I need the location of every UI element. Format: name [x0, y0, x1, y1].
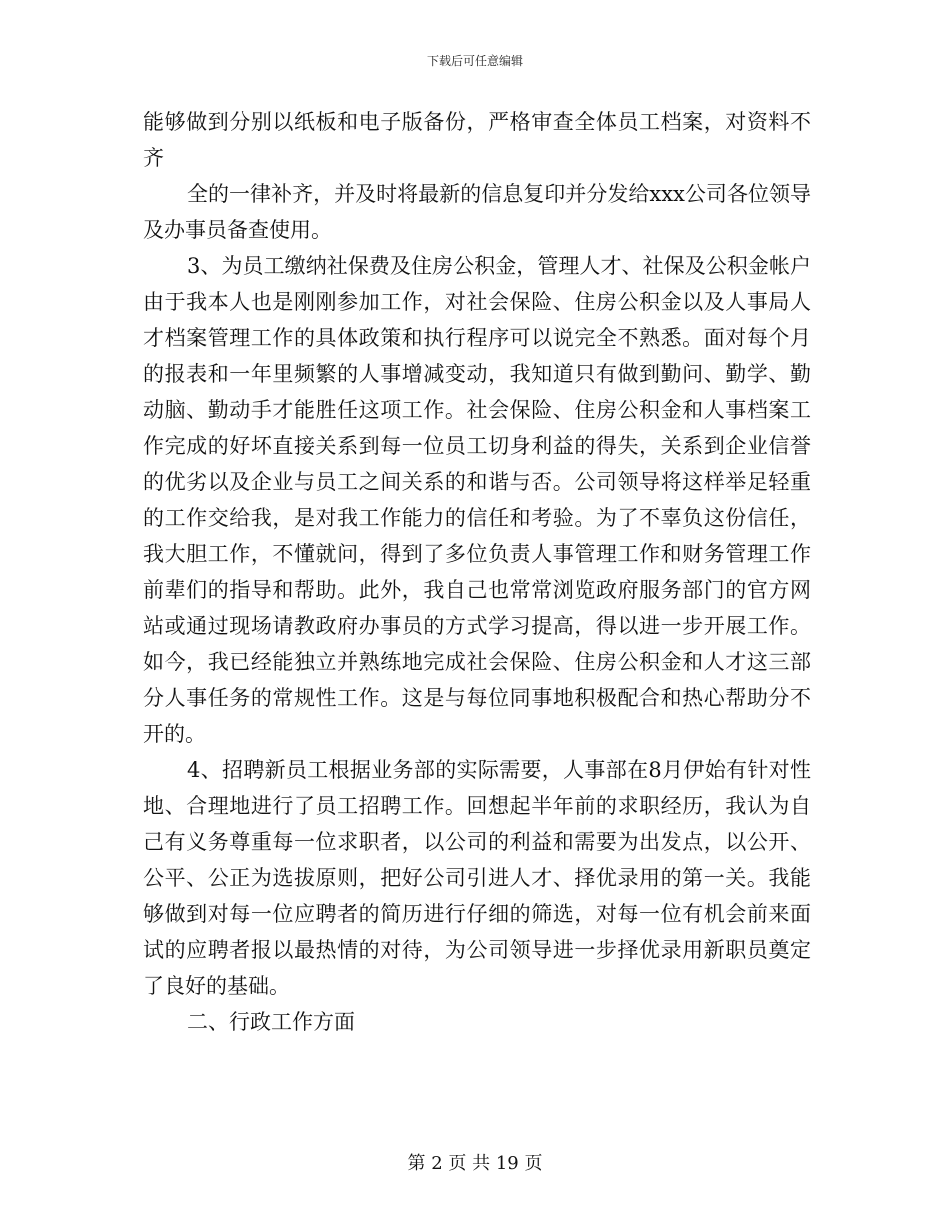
page-header-note: 下载后可任意编辑: [426, 54, 523, 68]
document-body: [143, 104, 811, 1040]
paragraph-archive-copy: 全的一律补齐，并及时将最新的信息复印并分发给xxx公司各位领导及办事员备查使用。: [143, 182, 811, 242]
paragraph-item-4-recruitment: 4、招聘新员工根据业务部的实际需要，人事部在8月伊始有针对性地、合理地进行了员工招聘工作。回想起半年前的求职经历，我认为自己有义务尊重每一位求职者，以公司的利益和需要为出发点，以公开、公平、公正为选拔原则，把好公司引进人才、择优录用的第一关。我能够做到对每一位应聘者的简历进行仔细的筛选，对每一位有机会前来面试的应聘者报以最热情的对待，为公司领导进一步择优录用新职员奠定了良好的基础。: [143, 758, 811, 998]
paragraph-continuation: 能够做到分别以纸板和电子版备份，严格审查全体员工档案，对资料不齐: [143, 110, 811, 170]
paragraph-item-3-social-insurance: 3、为员工缴纳社保费及住房公积金，管理人才、社保及公积金帐户 由于我本人也是刚刚参加工作，对社会保险、住房公积金以及人事局人才档案管理工作的具体政策和执行程序可以说完全不熟悉。面对每个月的报表和一年里频繁的人事增减变动，我知道只有做到勤问、勤学、勤动脑、勤动手才能胜任这项工作。社会保险、住房公积金和人事档案工作完成的好坏直接关系到每一位员工切身利益的得失，关系到企业信誉的优劣以及企业与员工之间关系的和谐与否。公司领导将这样举足轻重的工作交给我，是对我工作能力的信任和考验。为了不辜负这份信任，我大胆工作，不懂就问，得到了多位负责人事管理工作和财务管理工作前辈们的指导和帮助。此外，我自己也常常浏览政府服务部门的官方网站或通过现场请教政府办事员的方式学习提高，得以进一步开展工作。如今，我已经能独立并熟练地完成社会保险、住房公积金和人才这三部分人事任务的常规性工作。这是与每位同事地积极配合和热心帮助分不开的。: [143, 254, 811, 746]
section-heading-admin-work: 二、行政工作方面: [187, 1010, 355, 1034]
page-number-footer: 第 2 页 共 19 页: [407, 1153, 543, 1174]
